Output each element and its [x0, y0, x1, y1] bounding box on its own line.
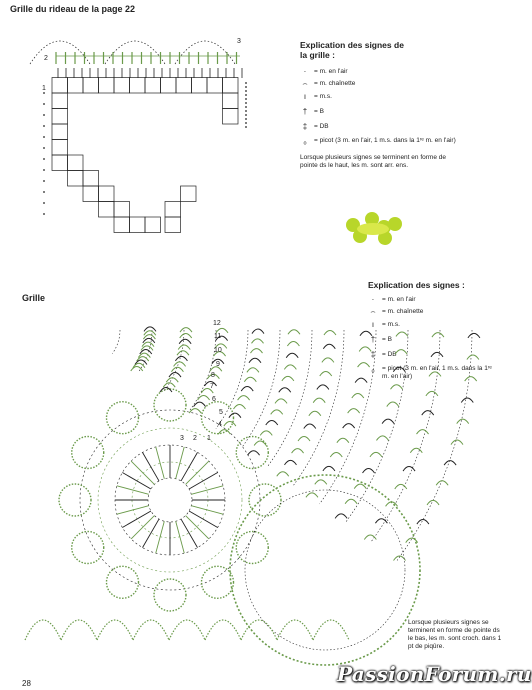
fan-arch	[260, 431, 272, 436]
grid-cell	[83, 171, 99, 187]
grille-row-mark: 3	[180, 435, 184, 442]
fan-arch	[370, 452, 382, 457]
fan-arch	[266, 421, 278, 426]
fan-arch	[178, 345, 190, 350]
slip-stitch-icon: ⌢	[370, 307, 376, 316]
double-crochet-icon: †	[302, 107, 308, 116]
fan-arch	[429, 372, 441, 377]
grid-cell	[223, 93, 239, 109]
grid-cell	[52, 78, 68, 94]
fan-arch	[244, 377, 256, 382]
radial-stitch	[156, 521, 165, 553]
fan-arch	[348, 409, 360, 414]
fan-arch	[355, 378, 367, 383]
motif-ring	[80, 410, 260, 590]
fan-arch	[180, 333, 192, 338]
legend-item: = picot (3 m. en l'air, 1 m.s. dans la 1ʳᵉ m. en l'air)	[314, 137, 456, 144]
grille-row-mark: 9	[216, 361, 220, 368]
radial-stitch	[143, 452, 160, 481]
fan-row	[164, 330, 184, 391]
grille-chart-title: Grille	[22, 293, 46, 303]
scallop	[107, 402, 139, 434]
fan-arch	[279, 388, 291, 393]
grid-cell	[207, 78, 223, 94]
fan-arch	[271, 410, 283, 415]
fan-arch	[248, 451, 260, 456]
fan-row	[319, 330, 376, 504]
chain-dot	[43, 125, 45, 127]
grid-cell	[223, 78, 239, 94]
fan-arch	[323, 466, 335, 471]
radial-stitch	[131, 461, 154, 484]
bottom-scallop	[61, 620, 97, 640]
legend-item: = m.s.	[382, 320, 400, 328]
grid-cell	[165, 202, 181, 218]
treble-crochet-icon: ‡	[302, 122, 308, 131]
radial-stitch	[181, 519, 198, 548]
chain-dot	[245, 126, 247, 128]
grille-row-mark: 6	[212, 396, 216, 403]
chain-dot	[245, 118, 247, 120]
fan-arch	[382, 419, 394, 424]
fan-arch	[163, 383, 175, 388]
single-crochet-icon: ı	[303, 92, 307, 101]
fan-arch	[395, 484, 407, 489]
fan-arch	[175, 356, 187, 361]
grille-row-mark: 7	[210, 383, 214, 390]
bottom-scallop	[169, 620, 205, 640]
grille-row-mark: 11	[214, 333, 222, 340]
fan-arch	[174, 362, 186, 367]
bottom-scallop	[25, 620, 61, 640]
fan-arch	[252, 329, 264, 334]
slip-stitch-icon: ⌢	[302, 79, 308, 88]
grid-cell	[83, 78, 99, 94]
legend-item: = DB	[314, 122, 329, 130]
scallop	[154, 579, 186, 611]
fan-arch	[320, 371, 332, 376]
grid-cell	[161, 78, 177, 94]
grid-cell	[130, 217, 146, 233]
legend-item: = picot (3 m. en l'air, 1 m.s. dans la 1ʳᵉ m. en l'air)	[382, 365, 492, 380]
grid-cell	[99, 78, 115, 94]
fan-row	[112, 330, 120, 354]
fan-arch	[179, 339, 191, 344]
fan-arch	[189, 409, 201, 414]
chain-dot	[43, 92, 45, 94]
legend-item: = m. chaînette	[314, 80, 356, 87]
fan-row	[242, 330, 280, 448]
legend-item: = m. chaînette	[382, 308, 424, 315]
fan-arch	[286, 353, 298, 358]
radial-stitch	[189, 473, 218, 490]
treble-crochet-icon: ‡	[370, 350, 376, 359]
grid-cell	[145, 217, 161, 233]
radial-stitch	[117, 506, 149, 515]
radial-stitch	[186, 516, 209, 539]
radial-stitch	[189, 511, 218, 528]
fan-arch	[403, 467, 415, 472]
chain-dot	[43, 158, 45, 160]
arch-line	[175, 41, 235, 64]
grille-row-mark: 8	[211, 372, 215, 379]
fan-arch	[324, 330, 336, 335]
chain-dot	[245, 110, 247, 112]
fan-arch	[238, 396, 250, 401]
grille-row-mark: 10	[214, 347, 222, 354]
chain-dot	[245, 106, 247, 108]
chain-dot	[43, 169, 45, 171]
fan-arch	[306, 493, 318, 498]
grid-cell	[52, 140, 68, 156]
grid-cell	[99, 202, 115, 218]
chain-dot	[245, 114, 247, 116]
fan-row	[268, 330, 312, 466]
watermark-logo: PassionForum.ru	[337, 662, 532, 686]
fan-arch	[417, 430, 429, 435]
chain-dot	[245, 98, 247, 100]
chain-dot	[245, 122, 247, 124]
grid-cell	[52, 124, 68, 140]
fan-arch	[352, 393, 364, 398]
page-number: 28	[22, 679, 31, 688]
fan-arch	[359, 347, 371, 352]
flower-center	[357, 223, 389, 235]
grille-row-mark: 4	[218, 421, 222, 428]
chain-dot	[43, 180, 45, 182]
radial-stitch	[191, 506, 223, 515]
grid-cell	[114, 217, 130, 233]
fan-arch	[323, 344, 335, 349]
fan-arch	[337, 438, 349, 443]
fan-arch	[194, 402, 206, 407]
fan-arch	[233, 405, 245, 410]
grid-cell	[176, 78, 192, 94]
fan-arch	[304, 424, 316, 429]
radial-stitch	[186, 461, 209, 484]
fan-arch	[298, 436, 310, 441]
fan-arch	[251, 339, 263, 344]
fan-arch	[461, 398, 473, 403]
chain-dot	[245, 82, 247, 84]
fan-arch	[309, 411, 321, 416]
legend-bottom-title: Explication des signes :	[368, 280, 465, 290]
fan-row	[345, 330, 408, 523]
chain-dot	[245, 90, 247, 92]
legend-top-note: Lorsque plusieurs signes se terminent en forme de pointe ds le haut, les m. sont arr. ens.	[300, 154, 446, 169]
chain-dot	[43, 213, 45, 215]
fan-arch	[375, 519, 387, 524]
grille-row-mark: 2	[193, 435, 197, 442]
grille-row-mark: 5	[219, 409, 223, 416]
fan-arch	[229, 413, 241, 418]
fan-arch	[468, 333, 480, 338]
fan-arch	[465, 377, 477, 382]
chain-dot	[245, 86, 247, 88]
fan-arch	[330, 452, 342, 457]
chain-stitch-icon: ·	[371, 295, 375, 304]
grid-cell	[130, 78, 146, 94]
fan-arch	[241, 387, 253, 392]
legend-item: = B	[314, 107, 324, 115]
fan-arch	[457, 419, 469, 424]
row-mark-2: 2	[44, 55, 48, 62]
bottom-scallop	[133, 620, 169, 640]
grid-cell	[52, 109, 68, 125]
fan-arch	[417, 520, 429, 525]
fan-arch	[343, 424, 355, 429]
scallop	[249, 484, 281, 516]
fan-arch	[354, 484, 366, 489]
bottom-scallop	[313, 620, 349, 640]
scallop	[154, 389, 186, 421]
fan-arch	[451, 440, 463, 445]
grid-cell	[68, 171, 84, 187]
fan-arch	[275, 399, 287, 404]
bottom-scallop	[277, 620, 313, 640]
fan-arch	[436, 481, 448, 486]
radial-stitch	[176, 521, 185, 553]
large-ring	[230, 475, 420, 665]
chain-dot	[43, 136, 45, 138]
motif-ring	[148, 478, 192, 522]
arch-line	[30, 41, 90, 64]
scallop	[59, 484, 91, 516]
fan-arch	[444, 461, 456, 466]
chain-dot	[43, 147, 45, 149]
grille-row-mark: 1	[207, 435, 211, 442]
bottom-scallop	[205, 620, 241, 640]
fan-arch	[391, 385, 403, 390]
fan-arch	[422, 411, 434, 416]
fan-arch	[432, 333, 444, 338]
radial-stitch	[131, 516, 154, 539]
grid-cell	[145, 78, 161, 94]
grille-row-mark: 12	[213, 320, 221, 327]
fan-arch	[395, 350, 407, 355]
fan-arch	[247, 368, 259, 373]
legend-top-title: Explication des signes de la grille :	[300, 40, 404, 60]
fan-arch	[467, 355, 479, 360]
fan-arch	[363, 468, 375, 473]
fan-arch	[358, 363, 370, 368]
fan-arch	[177, 351, 189, 356]
fan-arch	[282, 376, 294, 381]
grid-cell	[223, 109, 239, 125]
fan-arch	[284, 460, 296, 465]
fan-arch	[198, 395, 210, 400]
single-crochet-icon: ı	[371, 320, 375, 329]
fan-arch	[224, 422, 236, 427]
fan-arch	[426, 391, 438, 396]
picot-icon: ₒ	[303, 137, 307, 146]
double-crochet-icon: †	[370, 335, 376, 344]
grid-cell	[114, 78, 130, 94]
fan-arch	[364, 535, 376, 540]
fan-arch	[431, 352, 443, 357]
fan-arch	[292, 449, 304, 454]
fan-arch	[387, 402, 399, 407]
fan-row	[294, 330, 344, 485]
fan-arch	[345, 499, 357, 504]
fan-arch	[396, 332, 408, 337]
grid-cell	[52, 155, 68, 171]
bottom-scallop	[97, 620, 133, 640]
fan-arch	[287, 342, 299, 347]
chain-dot	[43, 103, 45, 105]
radial-stitch	[122, 473, 151, 490]
fan-arch	[317, 385, 329, 390]
chain-dot	[245, 94, 247, 96]
fan-arch	[360, 331, 372, 336]
fan-arch	[250, 349, 262, 354]
chain-stitch-icon: ·	[303, 67, 307, 76]
fan-arch	[169, 373, 181, 378]
radial-stitch	[143, 519, 160, 548]
grid-cell	[181, 186, 197, 202]
fan-arch	[284, 365, 296, 370]
fan-arch	[427, 500, 439, 505]
fan-arch	[171, 367, 183, 372]
fan-arch	[335, 514, 347, 519]
chain-dot	[245, 102, 247, 104]
fan-arch	[288, 330, 300, 335]
fan-arch	[249, 358, 261, 363]
grid-cell	[68, 155, 84, 171]
radial-stitch	[181, 452, 198, 481]
chain-dot	[43, 191, 45, 193]
picot-icon: ₒ	[371, 365, 375, 374]
fan-arch	[277, 472, 289, 477]
grid-cell	[165, 217, 181, 233]
arch-line	[105, 41, 165, 64]
fan-arch	[313, 398, 325, 403]
legend-item: = m.s.	[314, 92, 332, 100]
fan-arch	[315, 480, 327, 485]
legend-bottom-note: Lorsque plusieurs signes se terminent en forme de pointe ds le bas, les m. sont croch. dans 1 pt de piqûre.	[408, 619, 502, 650]
legend-item: = m. en l'air	[314, 67, 348, 75]
row-mark-3: 3	[237, 38, 241, 45]
row-mark-1: 1	[42, 85, 46, 92]
fan-arch	[376, 436, 388, 441]
chain-dot	[43, 202, 45, 204]
legend-item: = m. en l'air	[382, 295, 416, 303]
grid-cell	[68, 78, 84, 94]
fan-arch	[131, 366, 143, 371]
grid-cell	[52, 93, 68, 109]
grid-cell	[114, 202, 130, 218]
scallop	[107, 566, 139, 598]
curtain-chart-title: Grille du rideau de la page 22	[10, 4, 136, 14]
radial-stitch	[122, 511, 151, 528]
grid-cell	[192, 78, 208, 94]
legend-item: = DB	[382, 350, 397, 358]
grid-cell	[83, 186, 99, 202]
legend-item: = B	[382, 335, 392, 343]
chain-dot	[43, 114, 45, 116]
grid-cell	[99, 186, 115, 202]
fan-arch	[410, 448, 422, 453]
fan-arch	[322, 358, 334, 363]
fan-arch	[180, 328, 192, 333]
fan-arch	[393, 367, 405, 372]
